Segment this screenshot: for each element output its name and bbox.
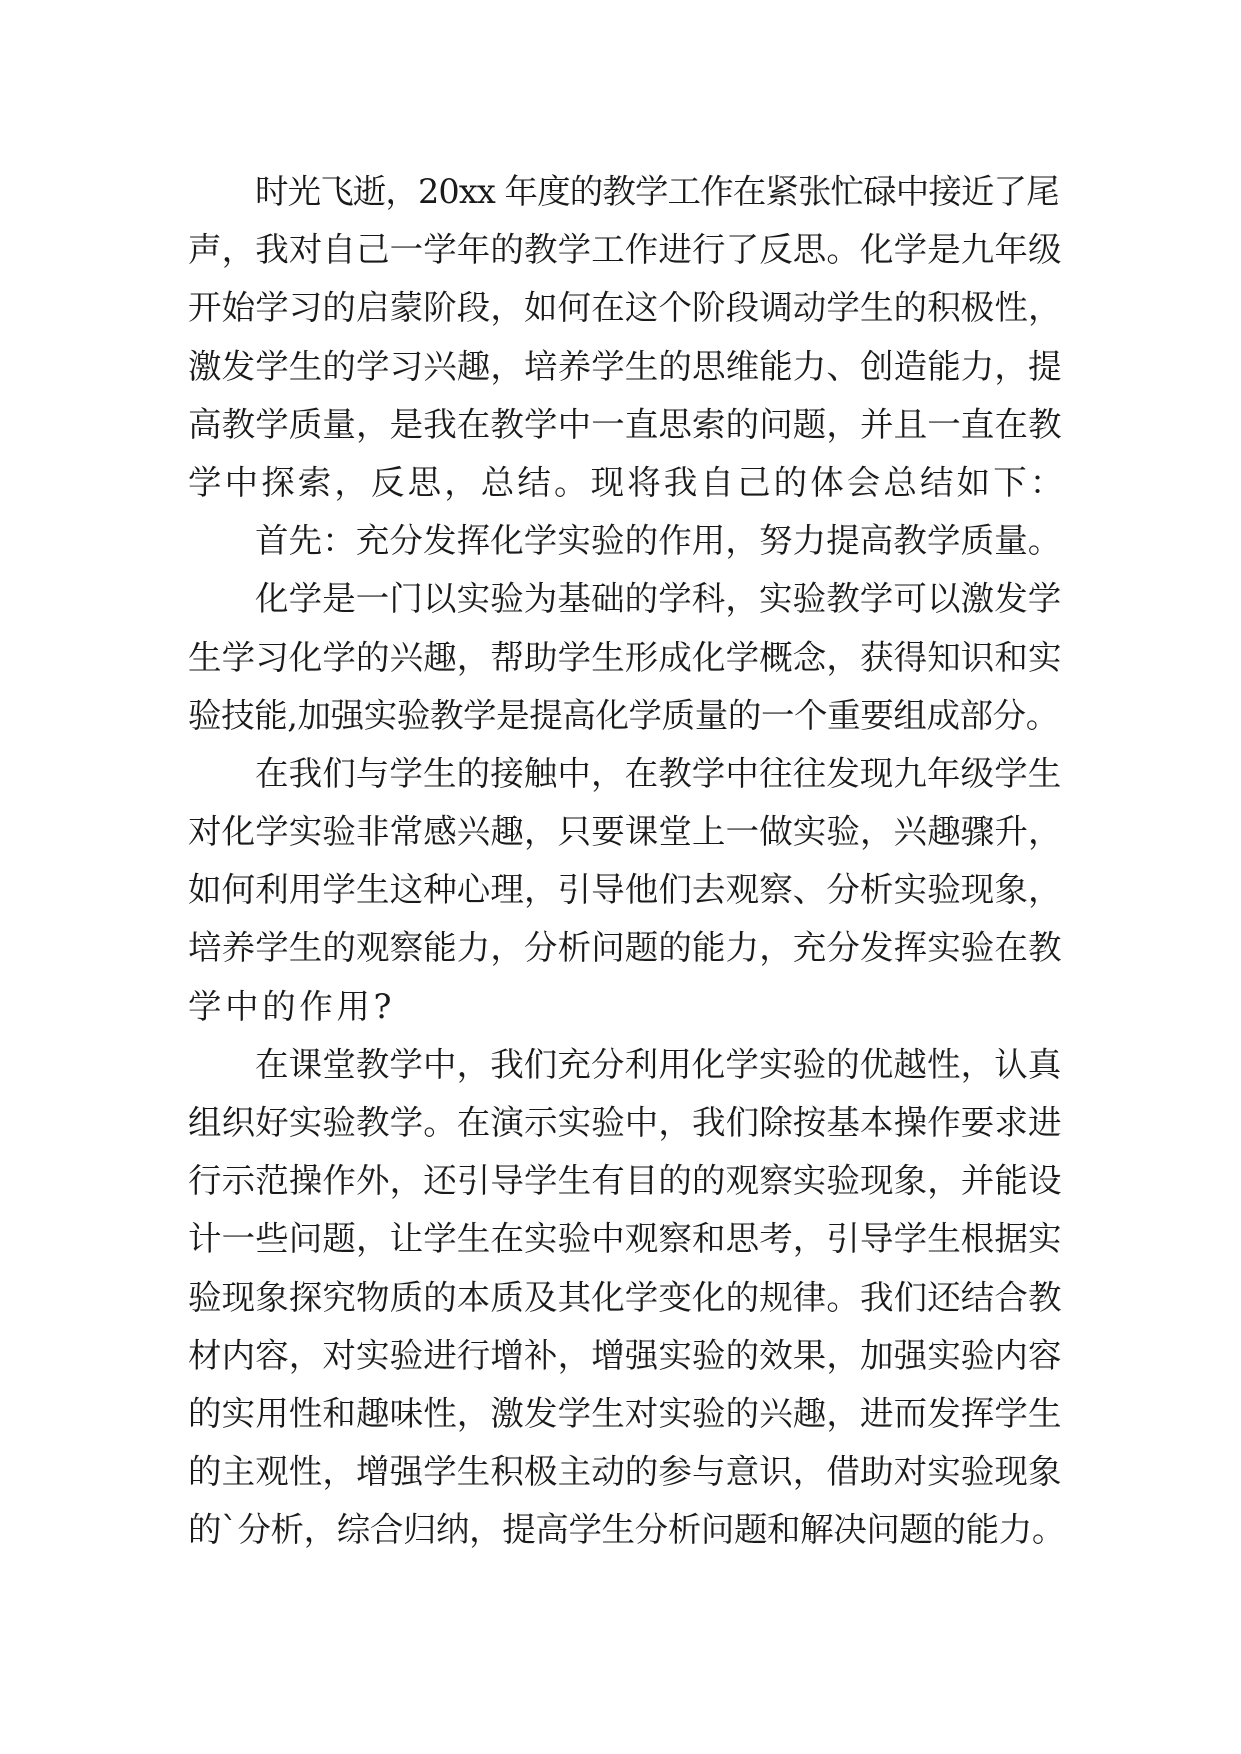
text-line: 如何利用学生这种心理，引导他们去观察、分析实验现象， bbox=[188, 870, 1062, 910]
text-line: 生学习化学的兴趣，帮助学生形成化学概念，获得知识和实 bbox=[188, 637, 1062, 677]
text-line: 激发学生的学习兴趣，培养学生的思维能力、创造能力，提 bbox=[188, 346, 1062, 386]
text-line: 行示范操作外，还引导学生有目的的观察实验现象，并能设 bbox=[188, 1161, 1062, 1201]
text-line: 时光飞逝，20xx 年度的教学工作在紧张忙碌中接近了尾 bbox=[255, 172, 1059, 211]
text-line: 对化学实验非常感兴趣，只要课堂上一做实验，兴趣骤升， bbox=[188, 812, 1062, 852]
text-line: 首先：充分发挥化学实验的作用，努力提高教学质量。 bbox=[255, 521, 1062, 561]
text-line: 在课堂教学中，我们充分利用化学实验的优越性，认真 bbox=[255, 1044, 1062, 1084]
text-line: 的`分析，综合归纳，提高学生分析问题和解决问题的能力。 bbox=[188, 1510, 1065, 1550]
text-line: 材内容，对实验进行增补，增强实验的效果，加强实验内容 bbox=[188, 1335, 1062, 1375]
text-line: 在我们与学生的接触中，在教学中往往发现九年级学生 bbox=[255, 753, 1062, 793]
text-line: 验现象探究物质的本质及其化学变化的规律。我们还结合教 bbox=[188, 1277, 1062, 1317]
text-line: 开始学习的启蒙阶段，如何在这个阶段调动学生的积极性， bbox=[188, 288, 1062, 328]
text-line: 的实用性和趣味性，激发学生对实验的兴趣，进而发挥学生 bbox=[188, 1393, 1062, 1433]
text-line: 声，我对自己一学年的教学工作进行了反思。化学是九年级 bbox=[188, 230, 1062, 270]
text-line: 学中探索，反思，总结。现将我自己的体会总结如下： bbox=[188, 462, 1067, 502]
text-line: 的主观性，增强学生积极主动的参与意识，借助对实验现象 bbox=[188, 1452, 1062, 1492]
text-line: 化学是一门以实验为基础的学科，实验教学可以激发学 bbox=[255, 579, 1062, 619]
text-line: 组织好实验教学。在演示实验中，我们除按基本操作要求进 bbox=[188, 1103, 1062, 1142]
document-body bbox=[188, 163, 1068, 1560]
text-line: 培养学生的观察能力，分析问题的能力，充分发挥实验在教 bbox=[188, 928, 1062, 968]
text-line: 高教学质量，是我在教学中一直思索的问题，并且一直在教 bbox=[188, 404, 1062, 444]
text-line: 验技能,加强实验教学是提高化学质量的一个重要组成部分。 bbox=[188, 695, 1059, 735]
text-line: 计一些问题，让学生在实验中观察和思考，引导学生根据实 bbox=[188, 1219, 1062, 1259]
text-line: 学中的作用? bbox=[188, 986, 396, 1026]
